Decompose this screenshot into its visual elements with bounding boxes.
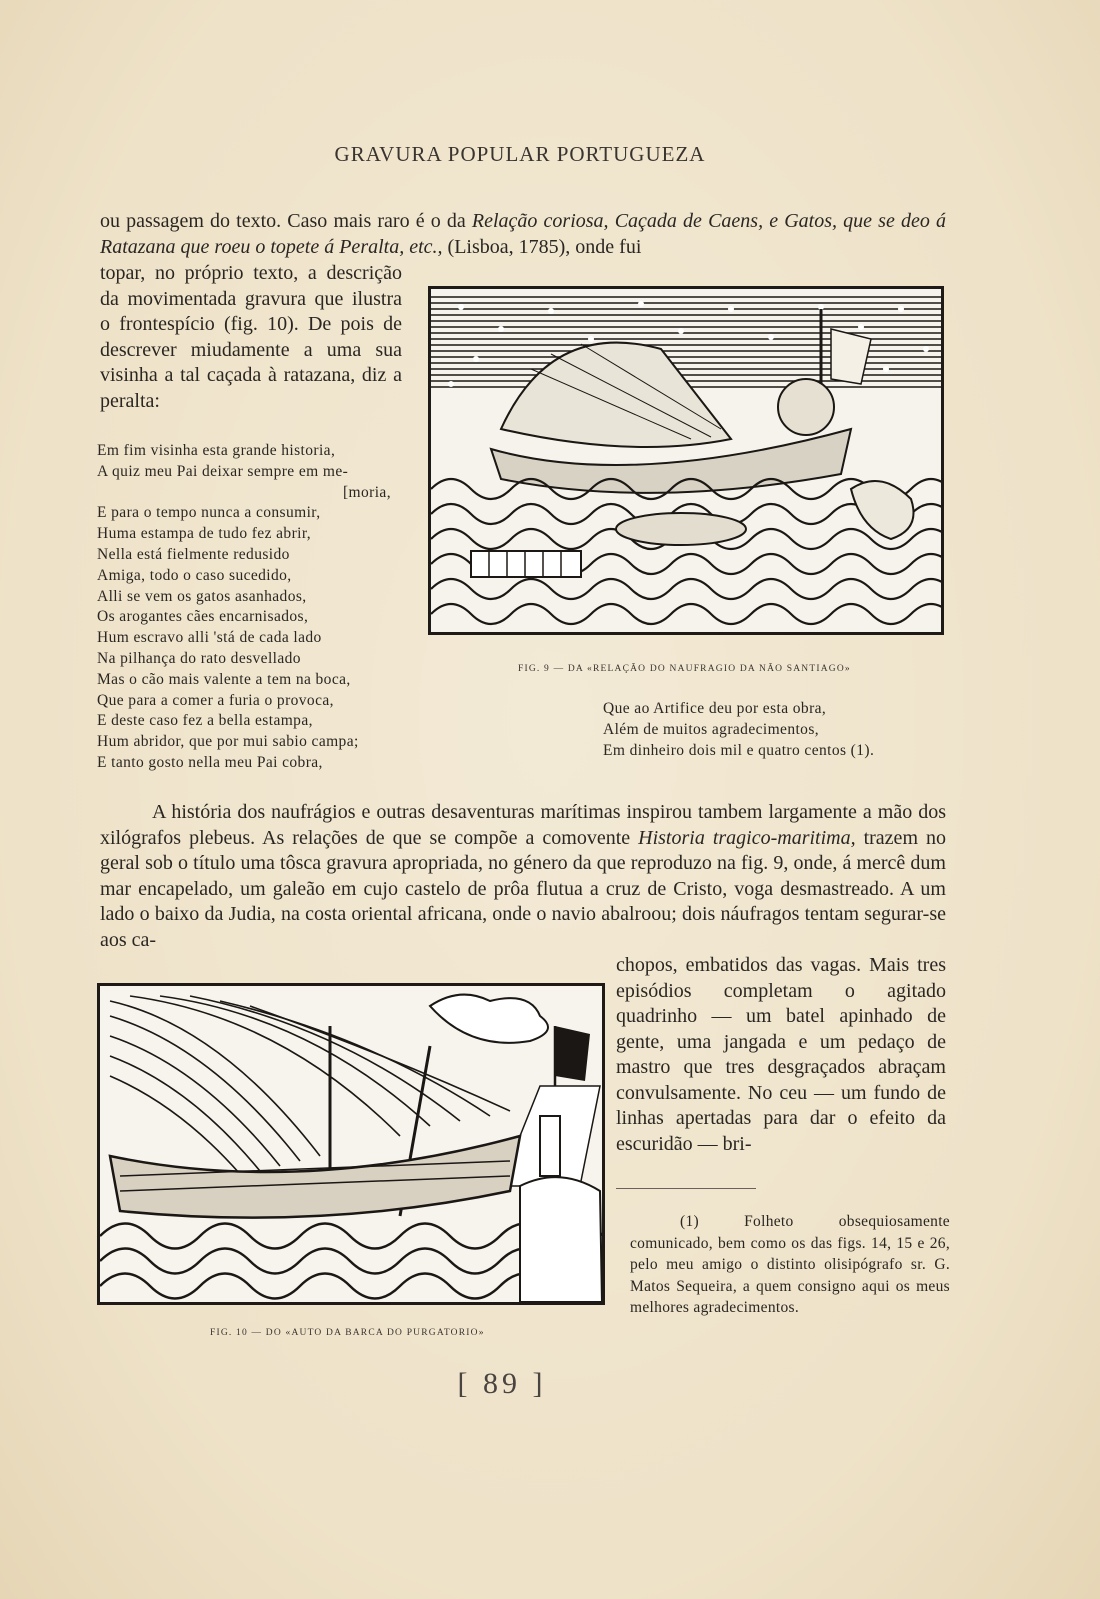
main-paragraph-narrow: chopos, embatidos das vagas. Mais tres episódios completam o agitado quadrinho — um batel apinhado de gente, uma jangada e um pedaço de mastro que tres desgraçados abraçam convulsamente. No ceu — um fundo de linhas apertadas para dar o efeito da escuridão — bri- [616,954,946,1155]
verse-line: A quiz meu Pai deixar sempre em me- [97,462,349,480]
verse-line: Em fim visinha esta grande historia, [97,442,336,459]
verse-line: Que para a comer a furia o provoca, [97,691,334,709]
intro-paragraph-narrow: topar, no próprio texto, a descrição da movimentada gravura que ilustra o frontespício (fig. 10). De pois de descrever miudamente a uma sua visinha a tal caçada à ratazana, diz a peralta: [100,262,402,412]
verse-line: Huma estampa de tudo fez abrir, [97,525,312,543]
verse-line: E para o tempo nunca a consumir, [97,504,321,522]
verse-line: Alli se vem os gatos asanhados, [97,587,307,605]
figure-10-woodcut [97,983,605,1305]
main-paragraph [100,800,946,953]
main-text-1: A história dos naufrágios e outras desaventuras marítimas inspirou tambem largamente a mão dos xilógrafos plebeus. As relações de que se compõe a comovente [100,801,946,849]
verse-right [603,699,953,761]
running-head: GRAVURA POPULAR PORTUGUEZA [334,142,706,166]
verse-line: Hum escravo alli 'stá de cada lado [97,629,322,647]
page-number: [ 89 ] [457,1367,547,1400]
intro-title-italic: Relação coriosa, Caçada de Caens, e Gatos, que se deo á Ratazana que roeu o topete á Peralta, etc., [100,210,947,258]
verse-line: E tanto gosto nella meu Pai cobra, [97,753,323,771]
intro-text-1: ou passagem do texto. Caso mais raro é o da [100,210,472,232]
verse-left [97,441,457,774]
verse-line: Hum abridor, que por mui sabio campa; [97,733,359,751]
verse-line: Na pilhança do rato desvellado [97,649,301,667]
footnote-text: (1) Folheto obsequiosamente comunicado, bem como os das figs. 14, 15 e 26, pelo meu amigo o distinto olisipógrafo sr. G. Matos Sequeira, a quem consigno aqui os meus melhores agradecimentos. [630,1213,950,1316]
verse-line: Os arogantes cães encarnisados, [97,608,309,626]
main-title-italic: Historia tragico-maritima, [638,826,856,849]
verse-line: Em dinheiro dois mil e quatro centos (1). [603,741,875,759]
verse-line: Que ao Artifice deu por esta obra, [603,700,827,717]
intro-paragraph [100,209,946,260]
figure-9-caption: FIG. 9 — DA «RELAÇÃO DO NAUFRAGIO DA NÃO SANTIAGO» [518,664,851,674]
figure-9-woodcut [428,286,944,635]
footnote [630,1211,950,1319]
main-text-2: trazem no geral sob o título uma tôsca gravura apropriada, no género da que reproduzo na fig. 9, onde, á mercê dum mar encapelado, um galeão em cujo castelo de prôa flutua a cruz de Cristo, voga desmastreado. A um lado o baixo da Judia, na costa oriental africana, onde o navio abalroou; dois náufragos tentam segurar-se aos ca- [100,826,946,951]
figure-10-caption: FIG. 10 — DO «AUTO DA BARCA DO PURGATORIO» [210,1328,485,1338]
verse-line: Nella está fielmente redusido [97,545,290,563]
intro-text-2: (Lisboa, 1785), onde fui [442,235,642,258]
footnote-rule [616,1188,756,1189]
verse-line: E deste caso fez a bella estampa, [97,712,313,730]
verse-line: Amiga, todo o caso sucedido, [97,566,292,584]
verse-line: Mas o cão mais valente a tem na boca, [97,670,351,688]
verse-line: Além de muitos agradecimentos, [603,720,820,738]
verse-line: [moria, [343,483,391,501]
